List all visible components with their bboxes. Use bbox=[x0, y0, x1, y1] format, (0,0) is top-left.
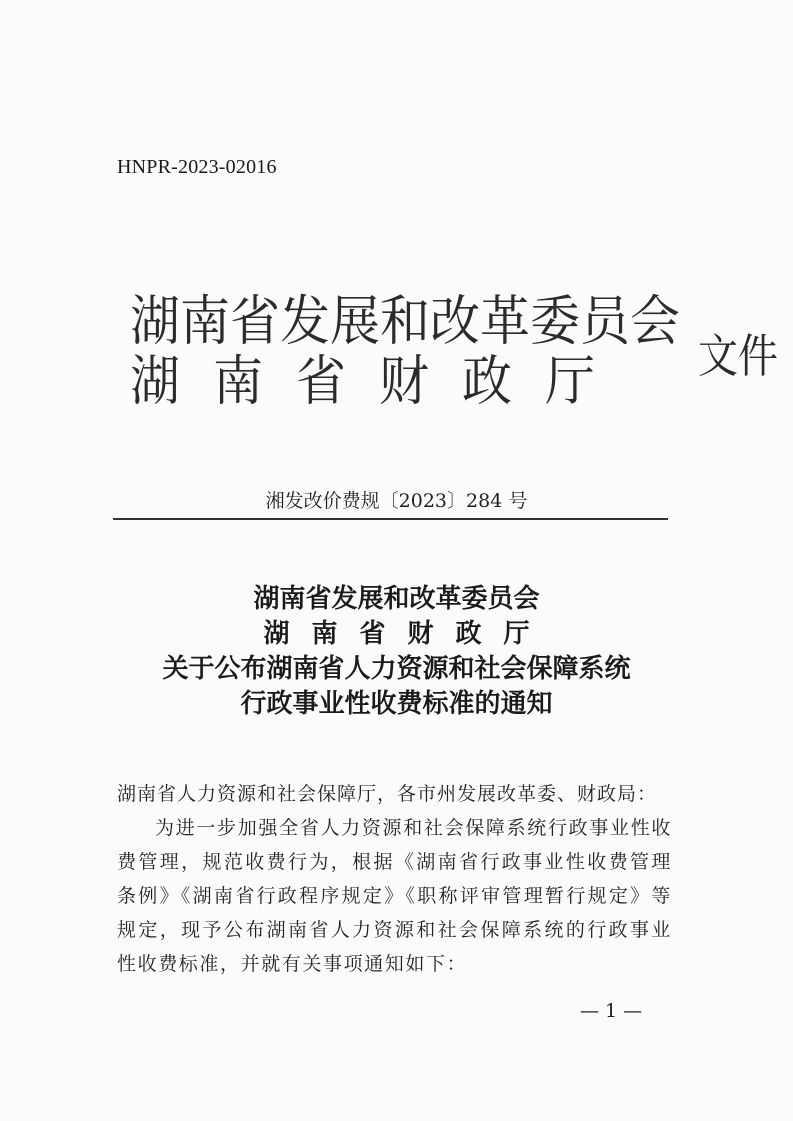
masthead-document-kind: 文件 bbox=[698, 330, 778, 384]
document-number: 湘发改价费规〔2023〕284 号 bbox=[265, 490, 528, 512]
body-paragraph: 为进一步加强全省人力资源和社会保障系统行政事业性收费管理，规范收费行为，根据《湖南省行政事业性收费管理条例》《湖南省行政程序规定》《职称评审管理暂行规定》等规定，现予公布湖南省人力资源和社会保障系统的行政事业性收费标准，并就有关事项通知如下： bbox=[117, 817, 672, 975]
salutation: 湖南省人力资源和社会保障厅，各市州发展改革委、财政局： bbox=[117, 783, 658, 805]
document-id: HNPR-2023-02016 bbox=[117, 156, 277, 178]
title-line-1: 湖南省发展和改革委员会 bbox=[253, 584, 540, 614]
title-line-2: 湖南省财政厅 bbox=[263, 619, 552, 649]
title-line-3: 关于公布湖南省人力资源和社会保障系统 bbox=[162, 654, 631, 684]
masthead-issuer-1: 湖南省发展和改革委员会 bbox=[130, 290, 680, 353]
masthead-issuer-2: 湖南省财政厅 bbox=[130, 350, 628, 413]
masthead-divider bbox=[113, 518, 668, 520]
title-line-4: 行政事业性收费标准的通知 bbox=[240, 689, 553, 719]
document-body bbox=[117, 777, 672, 981]
masthead bbox=[130, 290, 778, 430]
page-number: — 1 — bbox=[580, 1000, 643, 1022]
document-title bbox=[0, 582, 793, 722]
